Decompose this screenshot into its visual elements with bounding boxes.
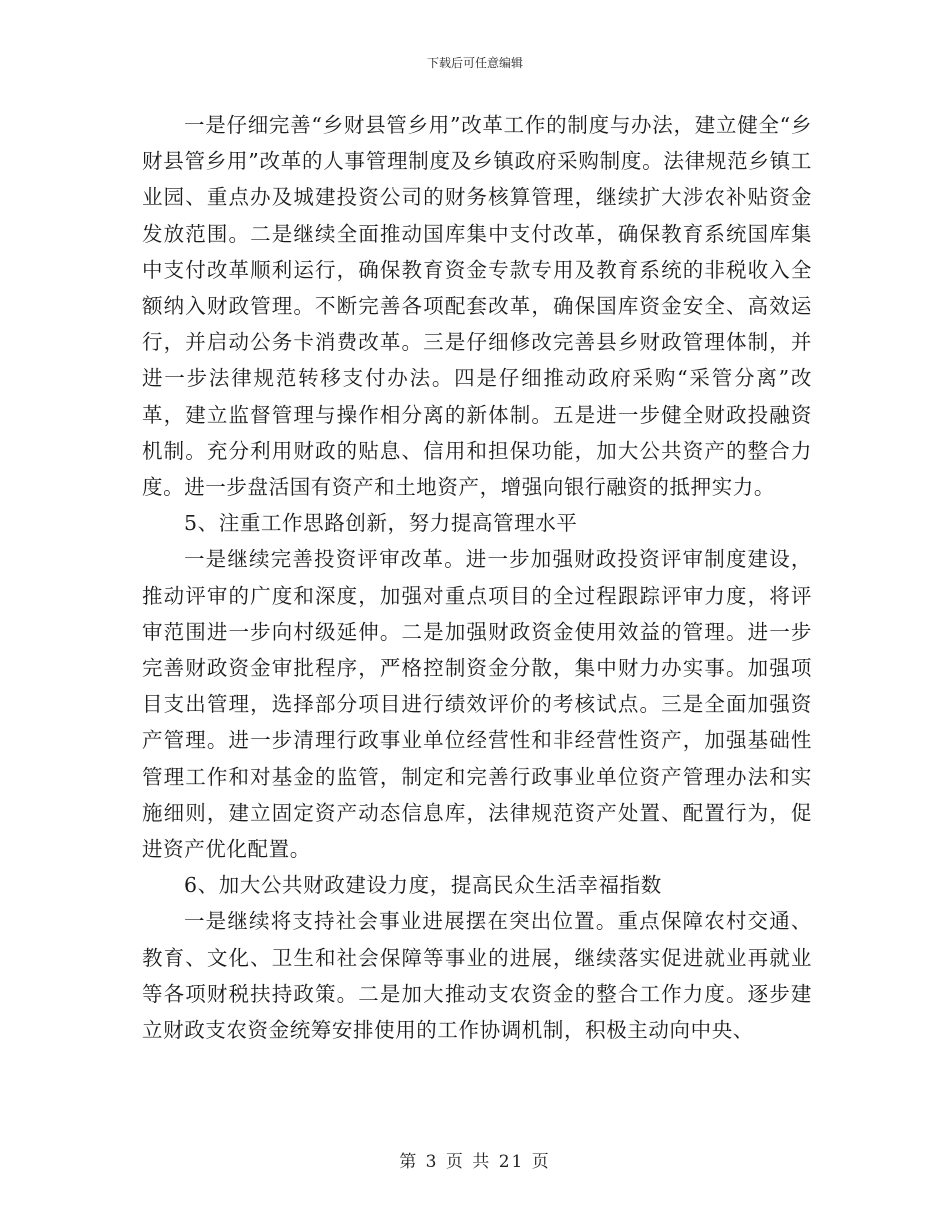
- page-number: 第 3 页 共 21 页: [399, 1152, 551, 1172]
- paragraph-social-undertakings: 一是继续将支持社会事业进展摆在突出位置。重点保障农村交通、教育、文化、卫生和社会保障等事业的进展，继续落实促进就业再就业等各项财税扶持政策。二是加大推动支农资金的整合工作力度。逐步建立财政支农资金统筹安排使用的工作协调机制，积极主动向中央、: [142, 909, 812, 1043]
- section-heading-5: 5、注重工作思路创新，努力提高管理水平: [184, 511, 578, 536]
- paragraph-reform-measures: 一是仔细完善“乡财县管乡用”改革工作的制度与办法，建立健全“乡财县管乡用”改革的人事管理制度及乡镇政府采购制度。法律规范乡镇工业园、重点办及城建投资公司的财务核算管理，继续扩大涉农补贴资金发放范围。二是继续全面推动国库集中支付改革，确保教育系统国库集中支付改革顺利运行，确保教育资金专款专用及教育系统的非税收入全额纳入财政管理。不断完善各项配套改革，确保国库资金安全、高效运行，并启动公务卡消费改革。三是仔细修改完善县乡财政管理体制，并进一步法律规范转移支付办法。四是仔细推动政府采购“采管分离”改革，建立监督管理与操作相分离的新体制。五是进一步健全财政投融资机制。充分利用财政的贴息、信用和担保功能，加大公共资产的整合力度。进一步盘活国有资产和土地资产，增强向银行融资的抵押实力。: [142, 113, 812, 500]
- page-header: 下载后可任意编辑: [426, 56, 523, 70]
- document-body: [142, 107, 812, 1048]
- section-heading-6: 6、加大公共财政建设力度，提高民众生活幸福指数: [184, 873, 662, 898]
- paragraph-investment-review: 一是继续完善投资评审改革。进一步加强财政投资评审制度建设，推动评审的广度和深度，加强对重点项目的全过程跟踪评审力度，将评审范围进一步向村级延伸。二是加强财政资金使用效益的管理。进一步完善财政资金审批程序，严格控制资金分散，集中财力办实事。加强项目支出管理，选择部分项目进行绩效评价的考核试点。三是全面加强资产管理。进一步清理行政事业单位经营性和非经营性资产，加强基础性管理工作和对基金的监管，制定和完善行政事业单位资产管理办法和实施细则，建立固定资产动态信息库，法律规范资产处置、配置行为，促进资产优化配置。: [142, 547, 812, 862]
